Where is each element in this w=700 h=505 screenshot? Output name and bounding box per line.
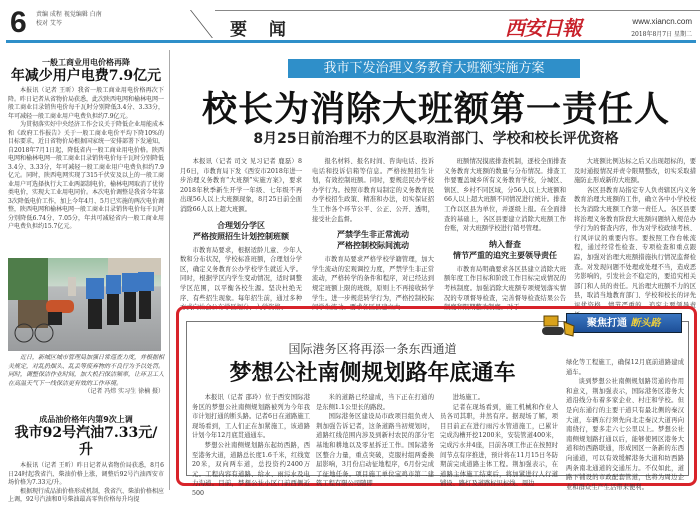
feature-column-3 [440,393,558,488]
bulldozer-icon [540,312,576,338]
section-heading [444,239,566,261]
story-paragraph: 记者在现场看到，施工机械和作业人员各司其职，井然有序。据现场了解，项目目前正在进行雨污水管道施工，已累计完成沟槽开挖1200米，安装管道400米，完成污水井4座，目前各项工作正在按照时间节点有序推进，预计将在11月15日冬防期前完成道路主体工程。荆加强表示，在道路主体施工结束后，将加紧进行人行道铺设、路灯及道路标识标线、周边 [440,403,558,488]
story-paragraph: 为贯彻落实好中央经济工作会议关于降低企业用能成本和《政府工作报告》关于一般工商业电价平均下降10%的目标要求，近日省物价局根据国家统一安排部署下发通知，自2018年7月1日起，降低省内一般工商业用电价格。陕西电网和榆林电网一般工商业目录销售电价每千瓦时分别降低3.4分、3.33分，年可减轻一般工商业用户电费负担约7.9亿元。同时，陕西电网实现了315千伏安及以上的一般工商业用户可选择执行大工业两部制电价，榆林电网取消了优待类电价，实现大工业用电同价。本次电价调整是我省今年第3次降低电价工作，加上今年4月、5月已实施的两次电价调整，陕西电网和榆林电网一般工商业目录销售电价每千瓦时分别降低6.74分、7.05分，年共可减轻省内一般工商业用户电费负担约15.7亿元。 [8,121,165,230]
story-paragraph: 班额情况摸底排查机制，逐校全面排查义务教育大班额的数量与分布情况。排查工作要覆盖城乡所有义务教育学校，分城区、镇区、乡村不同区域，分56人以上大班额和66人以上超大班额不同情况进行统计。排查工作以区县为单位，并逐级上报。在全面排查的基础上，各区县要建立消除大班额工作台账，对大班额学校进行销号管理。 [444,158,566,233]
story-paragraph: 本报讯（记者 邵玲）位于西安国际港务区的梦想公社南侧规划路被列为今年我市计划打通的断头路。记者6日在道路施工现场看到，工人们正在加紧施工，该道路计划今年12月底贯通通车。 [192,394,310,440]
lead-banner: 我市下发治理义务教育大班额实施方案 [288,59,580,78]
photo-caption [8,354,164,397]
feature-headline: 梦想公社南侧规划路年底通车 [229,361,516,386]
story-paragraph: 根据现行成品油价格形成机制，我省汽、柴油价格相应上调，92号汽油和0号柴油最高零售价格每升均提 [8,487,165,503]
left-story-electricity [8,58,164,232]
feature-column-2 [316,393,434,488]
proofreader-line: 校对 艾芩 [36,20,62,27]
left-story-fuel [8,415,164,505]
newspaper-logo: 西安日報 [505,16,581,40]
badge-text: 聚焦打通 [587,318,627,329]
story-paragraph: 本报讯（记者 王昕）我省一般工商业用电价格再次下降。昨日记者从省物价局获悉，此次陕西电网和榆林电网一般工商业目录销售电价每千瓦时分别降低3.4分、3.33分，年可减轻一般工商业用户电费负担约7.9亿元。 [8,87,165,120]
caption-text: 近日，新城区城市管理局加强日常巡查力度，并根据相关规定，对乱扔烟头、乱丢等废弃物的不良行为予以处罚。同时，调整保洁作业时间，加大机扫保洁频率，让环卫工人在高温天气下一线保洁更有效的工作环境。 [8,354,165,387]
section-heading-line: 情节严重的追究主要领导责任 [453,250,557,260]
editors-credit [36,10,116,28]
story-paragraph: 本报讯（记者 司文 见习记者 鹿磊）8月6日，市教育局下发《西安市2018年进一步治理义务教育“大班额”实施方案》，要求2018年秋季新生开学一年级、七年级不再出现56人以上大班额现象，8月25日前全面消除66人以上超大班额。 [180,158,302,213]
badge-highlight: 断头路 [630,318,661,329]
lead-headline: 校长为消除大班额第一责任人 [201,90,670,130]
lead-column-1 [180,157,302,312]
photo-credit: （记者 冯炜 实习生 徐楠 摄） [84,388,164,395]
lead-subheadline: 8月25日前治理不力的区县取消部门、学校和校长评优资格 [253,131,619,147]
story-kicker: 成品油价格年内第9次上调 [39,415,133,424]
section-heading-line: 严格控制校际间流动 [337,241,409,251]
section-heading [180,220,302,242]
feature-column-4 [566,358,684,491]
section-title: 要 闻 [230,20,294,40]
story-paragraph: 市教育局要求严格学校学籍管理，加大学生流动的宏观调控力度，严禁学生非正常流动，严格转学的条件和程序，对已经达到规定班额上限的班级，原则上不再接收转学学生。进一步规范转学行为，严格控制校际间学生流动。要求各区县建立大 [312,256,434,312]
story-paragraph: 市教育局要求，根据适龄儿童、少年人数和分布状况，学校标准班额，合理划分学区，确定义务教育公办学校学生就近入学。同时，根据学区内学生变动情况，适时调整学区范围，以平衡各校生源。坚决杜绝无序、有些招生现象。每年招生前，通过多种方式向社会公布学区划分、入学资格、 [180,246,302,312]
story-paragraph: 大班额比例达标之后又出现超标的，要及时通报情况并责令限期整改，切实采取措施防止形成新的大班额。 [574,158,696,185]
story-paragraph: 谈到梦想公社南侧规划路贯通的作用和意义，荆加强表示，国际港务区港务大道沿线分布着多家企业、村庄和学校。但是向东通行的主要干道只有最北侧的秦汉大道，车辆东行须先向北走秦汉大道再向南绕行，要多走六七公里以上。梦想公社南侧规划路打通以后，能够使园区港务大道和纺西路联通，形成园区一条新的东西向通道，可以有效缓解港务大道和纺西路两条南北通道的交通压力。不仅如此，道路下铺设的市政配套管道，也将为周边企业和群众生产生活带来便利。 [566,378,684,491]
story-paragraph: 市教育局明确要求各区县建立消除大班额年度工作目标和阶段工作目标完成情况的考核制度。加强消除大班额专项规划落实情况的专项督导检查，完善督导检查结果公告制度和限期整改制度。对于 [444,265,566,312]
story-headline: 我市92号汽油7.33元/升 [14,425,158,458]
story-paragraph: 进场施工。 [452,394,485,401]
section-heading [312,229,434,251]
story-paragraph: 国际港务区建设局市政项目组负责人荆加强告诉记者，这条道路当初规划时，道路红线范围内涉及到新村农民的部分宅基地和耕地以及零星拆迁工作。国际港务区整合力量，重点突破，克服村组两委换届影响，3月份启动征地程序，6月份完成了征地任务。项目施工单位宝鸡市第二建筑工程有限公司随即 [316,413,434,488]
feature-kicker: 国际港务区将再添一条东西通道 [288,342,457,356]
lead-column-3 [444,157,566,312]
story-paragraph: 报名材料、报名时间、咨询电话、投诉电话和投诉信箱等信息。严格按照招生计划，有效控制班额。同时，要规范民办学校办学行为。按照市教育局制定的义务教育民办学校招生政策、精准和办法，切实保证招生工作各个环节公平、公正、公开、透明，接受社会监督。 [312,158,434,223]
column-divider [169,50,170,490]
section-heading-line: 纳入督查 [489,239,521,249]
section-heading-line: 合理划分学区 [217,220,265,230]
site-url: www.xiancn.com [632,17,692,26]
story-kicker: 一般工商业用电价格再降 [42,58,130,67]
series-badge [566,313,682,333]
feature-column-1 [192,393,310,497]
issue-date: 2018年8月7日 星期二 [631,31,692,38]
story-paragraph: 各区县教育局指定专人负责辖区内义务教育治理大班额的工作，确立各中小学校校长为消除大班额工作第一责任人。各区县要将治理义务教育阶段大班额问题纳入规范办学行为的督查内容，作为对学校政绩考核、行风评议的重要内容。要按照工作台帐流程，通过经常性检查、专项检查和重点跟踪，加强对治理大班额措施执行情况监督检查。对发现问题不处理或处理不当，造成恶劣影响的，引发社会不稳定的，要追究相关部门和人员的责任。凡治理大班额不力的区县，取消当地教育部门、学校和校长的评先评优资格。情节严重的，追究主要领导责 [574,186,696,309]
header-blue-rule [6,40,696,43]
photo-illustration [8,258,161,351]
header-rule [215,10,700,11]
story-paragraph: 绿化等工程施工，确保12月底前道路建成通车。 [566,359,684,376]
editors-line: 责编 成程 视觉编辑 白南 [36,11,102,18]
lead-column-4 [574,157,696,309]
story-paragraph: 本报讯（记者 王昕）昨日记者从省物价局获悉，8月6日24时起我省汽、柴油价格上涨，调整后92号汽油西安市场价格为7.33元/升。 [8,462,164,486]
news-photo-city-patrol [8,258,161,351]
story-paragraph: 梦想公社南侧规划路东起纺西路，西至港务大道，道路总长度1.6千米，红线宽20米，双向两车道，总投资约2400万元。工程内容有道路、给水、雨污水及电力沟道。目前，梦想公社小区门前西侧近500 [192,441,310,497]
story-headline: 年减少用户电费7.9亿元 [10,68,162,84]
section-heading-line: 严格按照招生计划控制班额 [193,231,289,241]
lead-column-2 [312,157,434,312]
story-paragraph: 米的道路已经建成，当下正在打通的是东侧1.1公里长的路段。 [316,394,434,411]
page-number: 6 [10,6,27,39]
section-heading-line: 严禁学生非正常流动 [337,230,409,240]
